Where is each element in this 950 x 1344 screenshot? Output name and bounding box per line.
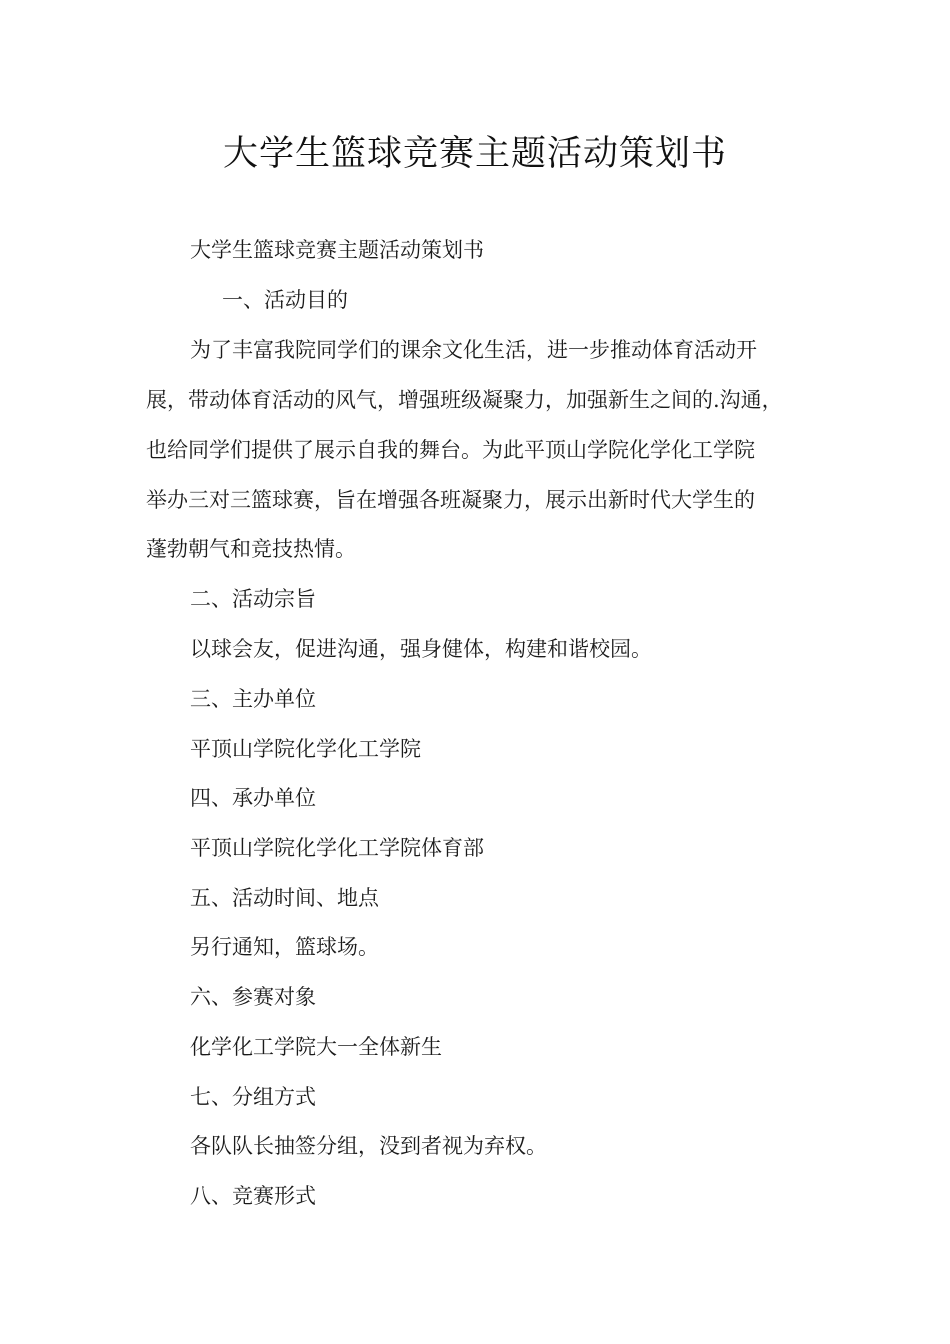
section-body-grouping: 各队队长抽签分组，没到者视为弃权。 [190,1134,547,1158]
paragraph-line: 展，带动体育活动的风气，增强班级凝聚力，加强新生之间的.沟通， [146,388,783,412]
section-body-tenet: 以球会友，促进沟通，强身健体，构建和谐校园。 [190,637,652,661]
section-body-organizer: 平顶山学院化学化工学院 [190,737,421,761]
paragraph-line: 为了丰富我院同学们的课余文化生活，进一步推动体育活动开 [190,338,757,362]
section-heading-organizer: 三、主办单位 [190,687,316,711]
document-title: 大学生篮球竞赛主题活动策划书 [222,134,727,174]
paragraph-line: 举办三对三篮球赛，旨在增强各班凝聚力，展示出新时代大学生的 [146,488,755,512]
paragraph-line: 蓬勃朝气和竞技热情。 [146,537,356,561]
section-heading-time-place: 五、活动时间、地点 [190,886,379,910]
document-subtitle: 大学生篮球竞赛主题活动策划书 [190,238,484,262]
section-heading-tenet: 二、活动宗旨 [190,587,316,611]
section-heading-grouping: 七、分组方式 [190,1085,316,1109]
section-heading-format: 八、竞赛形式 [190,1184,316,1208]
section-heading-participants: 六、参赛对象 [190,985,316,1009]
section-body-host: 平顶山学院化学化工学院体育部 [190,836,484,860]
paragraph-line: 也给同学们提供了展示自我的舞台。为此平顶山学院化学化工学院 [146,438,755,462]
section-body-time-place: 另行通知，篮球场。 [190,935,379,959]
section-heading-host: 四、承办单位 [190,786,316,810]
section-body-participants: 化学化工学院大一全体新生 [190,1035,442,1059]
section-heading-purpose: 一、活动目的 [222,288,348,312]
